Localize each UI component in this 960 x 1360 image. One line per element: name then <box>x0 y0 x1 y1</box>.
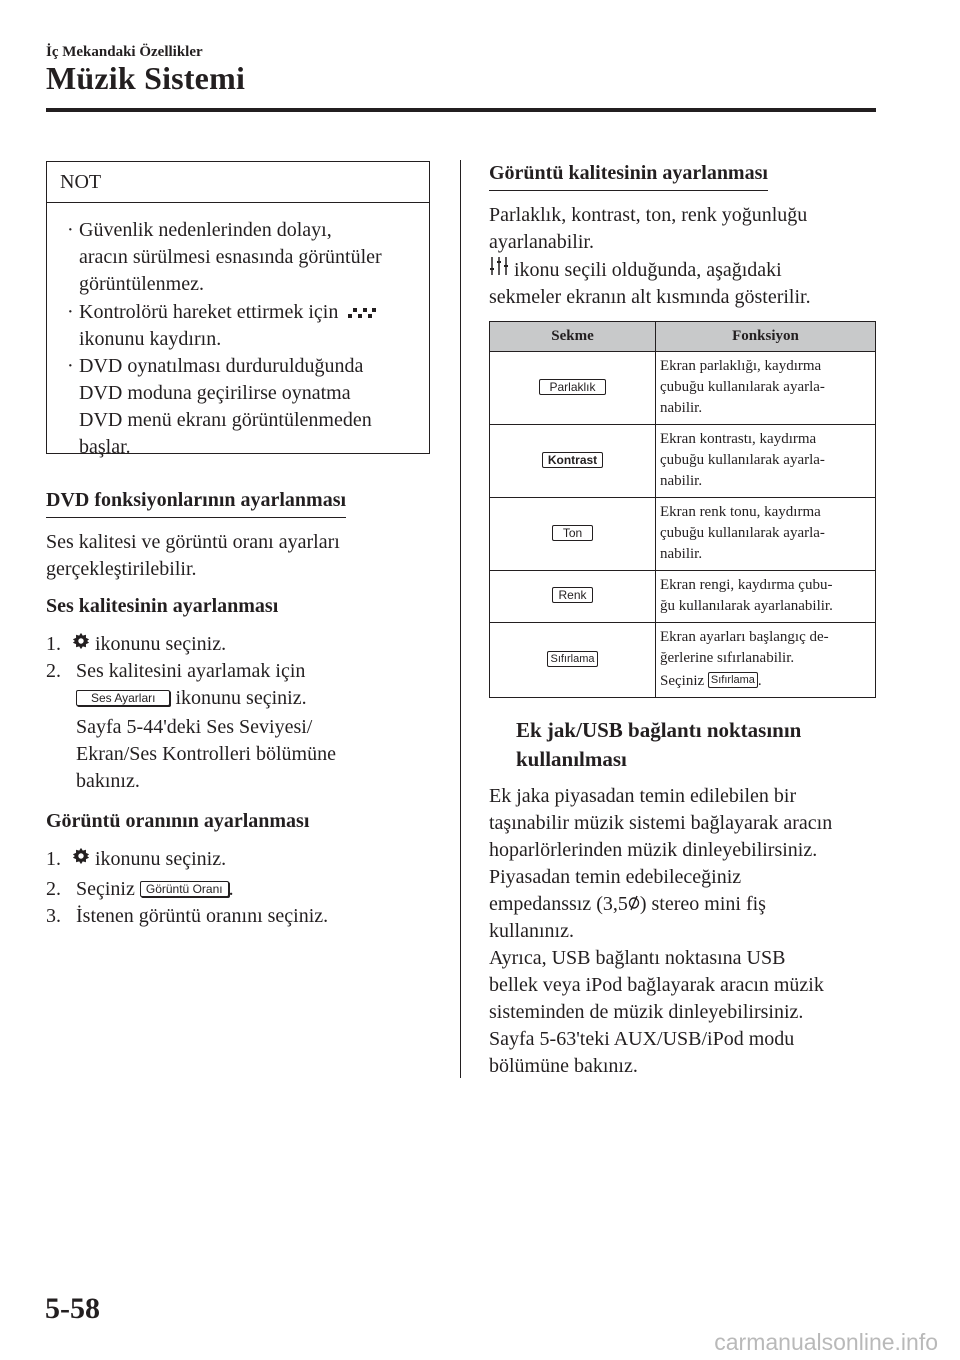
note-line: DVD moduna geçirilirse oynatma <box>79 382 351 404</box>
ton-tab[interactable]: Ton <box>552 525 593 541</box>
note-line: ikonunu kaydırın. <box>79 328 222 350</box>
table-row: Kontrast Ekran kontrastı, kaydırma çubuğu kullanılarak ayarla- nabilir. <box>490 425 876 498</box>
column-header: Fonksiyon <box>656 322 876 352</box>
goruntu-orani-button[interactable]: Görüntü Oranı <box>140 881 229 897</box>
bullet: · <box>67 301 74 323</box>
ses-ayarlari-button[interactable]: Ses Ayarları <box>76 690 170 706</box>
bullet: · <box>67 219 74 241</box>
table-row: Ton Ekran renk tonu, kaydırma çubuğu kullanılarak ayarla- nabilir. <box>490 498 876 571</box>
sifirlama-tab[interactable]: Sıfırlama <box>547 651 597 667</box>
column-header: Sekme <box>490 322 656 352</box>
page-number: 5-58 <box>45 1292 100 1325</box>
dvd-heading: DVD fonksiyonlarının ayarlanması <box>46 487 346 518</box>
equalizer-icon <box>489 256 509 276</box>
note-title: NOT <box>47 162 429 203</box>
dots-icon <box>347 305 377 319</box>
table-header-row <box>490 322 876 352</box>
note-line: görüntülenmez. <box>79 273 204 295</box>
bullet: · <box>67 355 74 377</box>
section-label: İç Mekandaki Özellikler <box>46 44 203 60</box>
sound-step-1: 1. ikonunu seçiniz. <box>46 633 227 655</box>
note-item <box>67 353 419 461</box>
note-line: Güvenlik nedenlerinden dolayı, <box>79 219 332 241</box>
note-line: Kontrolörü hareket ettirmek için <box>79 299 419 326</box>
settings-table <box>489 321 876 698</box>
parlaklik-tab[interactable]: Parlaklık <box>539 379 605 395</box>
kontrast-tab[interactable]: Kontrast <box>542 452 603 468</box>
aspect-step-3: 3. İstenen görüntü oranını seçiniz. <box>46 905 329 927</box>
note-item <box>67 299 419 353</box>
note-box <box>46 161 430 458</box>
gear-icon <box>72 632 90 650</box>
page-title: Müzik Sistemi <box>46 60 246 96</box>
image-quality-intro: Parlaklık, kontrast, ton, renk yoğunluğu ayarlanabilir. ikonu seçili olduğunda, aşağıdaki sekmeler ekranın alt kısmında gösterilir. <box>489 204 811 308</box>
sound-heading: Ses kalitesinin ayarlanması <box>46 595 279 617</box>
table-row: Renk Ekran rengi, kaydırma çubu- ğu kullanılarak ayarlanabilir. <box>490 571 876 623</box>
aux-body: Ek jaka piyasadan temin edilebilen bir taşınabilir müzik sistemi bağlayarak aracın hoparlörlerinden müzik dinleyebilirsiniz. Piyasadan temin edebileceğiniz empedanssız (3,5 ) stereo mini fiş kullanınız. Ayrıca, USB bağlantı noktasına USB bellek veya iPod bağlayarak aracın müzik sisteminden de müzik dinleyebilirsiniz. Sayfa 5-63'teki AUX/USB/iPod modu bölümüne bakınız. <box>489 785 833 1077</box>
aspect-step-1: 1. ikonunu seçiniz. <box>46 848 227 870</box>
note-line: aracın sürülmesi esnasında görüntüler <box>79 246 382 268</box>
image-quality-heading: Görüntü kalitesinin ayarlanması <box>489 160 768 191</box>
sifirlama-button[interactable]: Sıfırlama <box>708 672 758 688</box>
dvd-intro: Ses kalitesi ve görüntü oranı ayarları gerçekleştirilebilir. <box>46 531 340 580</box>
note-line: başlar. <box>79 436 131 458</box>
watermark: carmanualsonline.info <box>714 1329 938 1355</box>
note-line: DVD oynatılması durdurulduğunda <box>79 355 364 377</box>
gear-icon <box>72 847 90 865</box>
column-divider <box>460 160 461 1078</box>
renk-tab[interactable]: Renk <box>552 587 592 603</box>
aspect-heading: Görüntü oranının ayarlanması <box>46 810 310 832</box>
note-line: DVD menü ekranı görüntülenmeden <box>79 409 372 431</box>
title-divider <box>46 108 876 112</box>
aspect-step-2: 2. Seçiniz Görüntü Oranı . <box>46 878 234 900</box>
diameter-icon <box>628 895 640 911</box>
table-row: Parlaklık Ekran parlaklığı, kaydırma çubuğu kullanılarak ayarla- nabilir. <box>490 352 876 425</box>
sound-step-2: 2. Ses kalitesini ayarlamak için Ses Ayarları ikonunu seçiniz. Sayfa 5-44'deki Ses Seviyesi/ Ekran/Ses Kontrolleri bölümüne bakınız. <box>46 660 336 792</box>
note-item <box>67 217 419 298</box>
aux-heading: Ek jak/USB bağlantı noktasının kullanılması <box>516 718 802 771</box>
table-row: Sıfırlama Ekran ayarları başlangıç de- ğerlerine sıfırlanabilir. Seçiniz Sıfırlama . <box>490 623 876 698</box>
